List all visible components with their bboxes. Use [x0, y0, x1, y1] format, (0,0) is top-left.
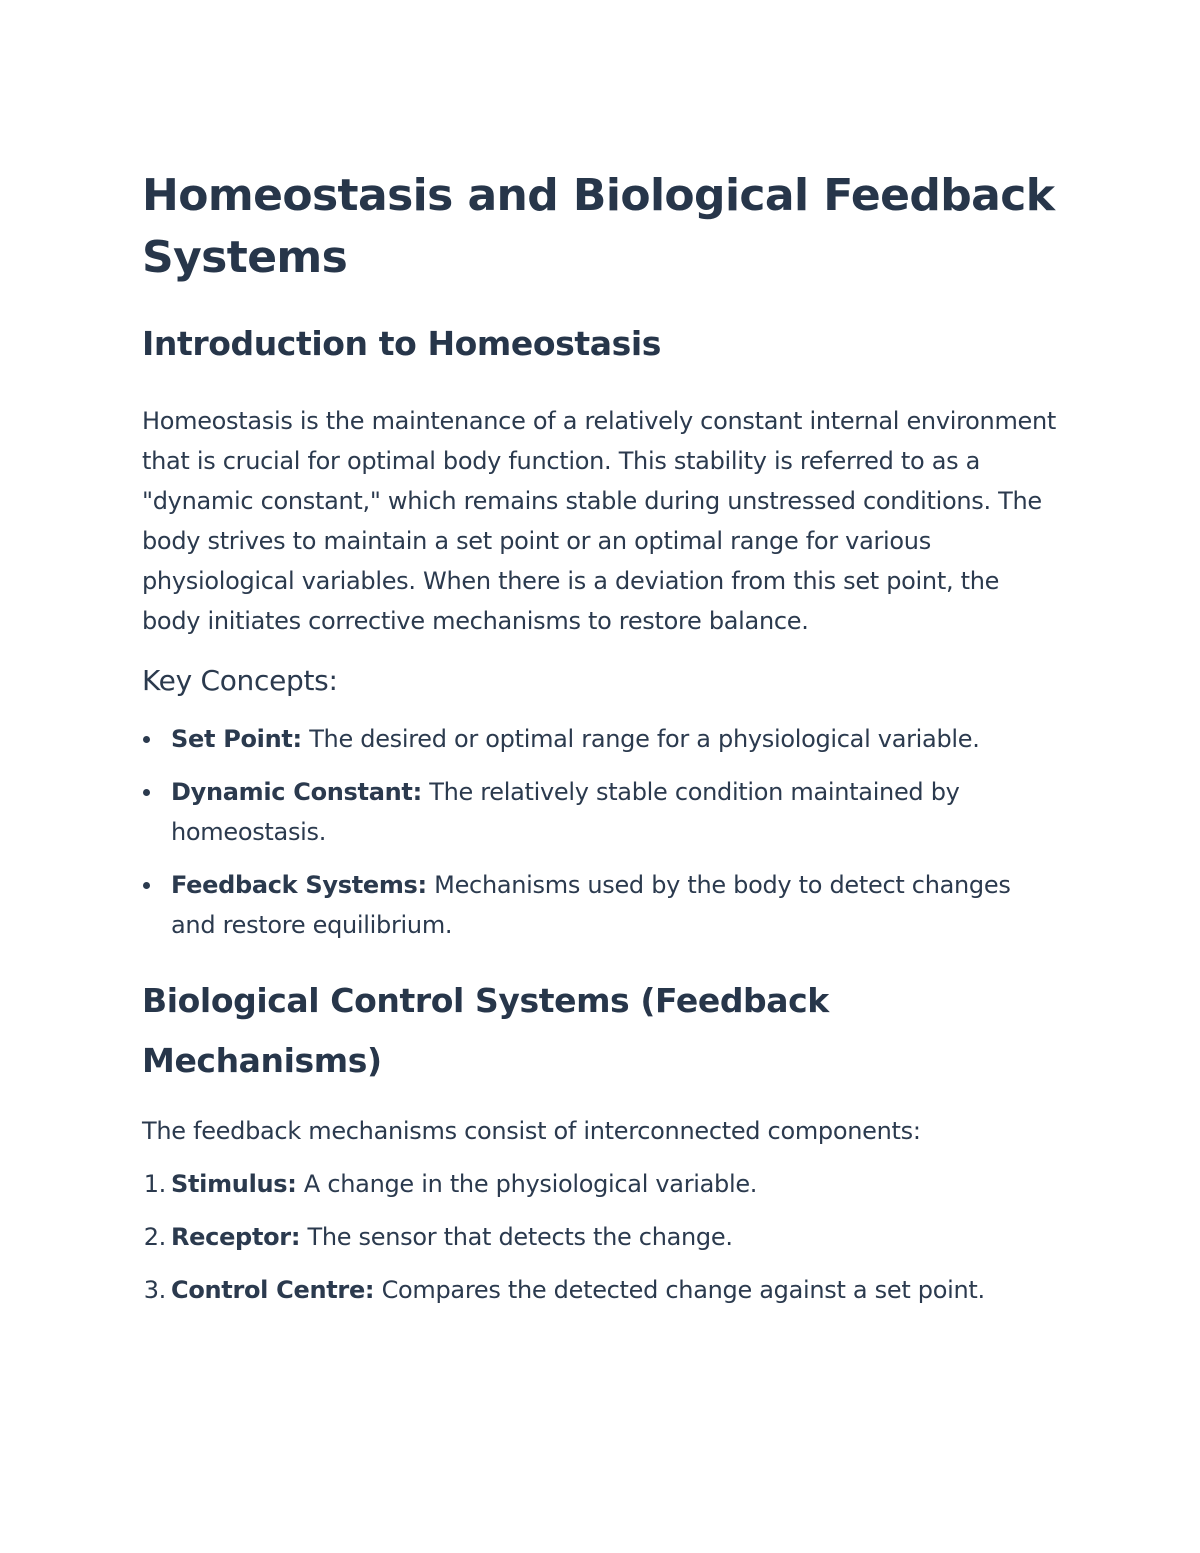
- step-term: Receptor:: [171, 1223, 301, 1251]
- step-term: Control Centre:: [171, 1276, 375, 1304]
- step-term: Stimulus:: [171, 1170, 297, 1198]
- step-number: 2.: [143, 1223, 166, 1251]
- step-text: Compares the detected change against a set point.: [374, 1276, 985, 1304]
- list-item: [142, 1164, 1062, 1204]
- concept-term: Dynamic Constant:: [171, 778, 422, 806]
- list-item: [142, 1217, 1062, 1257]
- intro-paragraph: Homeostasis is the maintenance of a relatively constant internal environment that is crucial for optimal body function. This stability is referred to as a "dynamic constant," which remains stable during unstressed conditions. The body strives to maintain a set point or an optimal range for various physiological variables. When there is a deviation from this set point, the body initiates corrective mechanisms to restore balance.: [142, 407, 1057, 635]
- step-text: A change in the physiological variable.: [296, 1170, 758, 1198]
- concept-term: Set Point:: [171, 725, 302, 753]
- list-item: [142, 772, 1062, 852]
- step-text: The sensor that detects the change.: [300, 1223, 733, 1251]
- components-list: [142, 1164, 1062, 1310]
- key-concepts-list: [142, 719, 1062, 945]
- intro-heading: Introduction to Homeostasis: [142, 324, 662, 363]
- concept-text: The desired or optimal range for a physiological variable.: [301, 725, 980, 753]
- concept-text: The relatively stable condition maintained by homeostasis.: [171, 778, 960, 846]
- document-title: Homeostasis and Biological Feedback Systems: [142, 170, 1055, 283]
- bullet-icon: [143, 736, 150, 743]
- control-systems-heading: Biological Control Systems (Feedback Mechanisms): [142, 981, 829, 1080]
- step-number: 3.: [143, 1276, 166, 1304]
- concept-term: Feedback Systems:: [171, 871, 427, 899]
- list-item: [142, 719, 1062, 759]
- concept-text: Mechanisms used by the body to detect changes and restore equilibrium.: [171, 871, 1011, 939]
- step-number: 1.: [143, 1170, 166, 1198]
- bullet-icon: [143, 789, 150, 796]
- list-item: [142, 1270, 1062, 1310]
- control-systems-paragraph: The feedback mechanisms consist of interconnected components:: [142, 1117, 921, 1145]
- key-concepts-heading: Key Concepts:: [142, 664, 338, 697]
- list-item: [142, 865, 1062, 945]
- bullet-icon: [143, 882, 150, 889]
- document-page: [142, 165, 1062, 1323]
